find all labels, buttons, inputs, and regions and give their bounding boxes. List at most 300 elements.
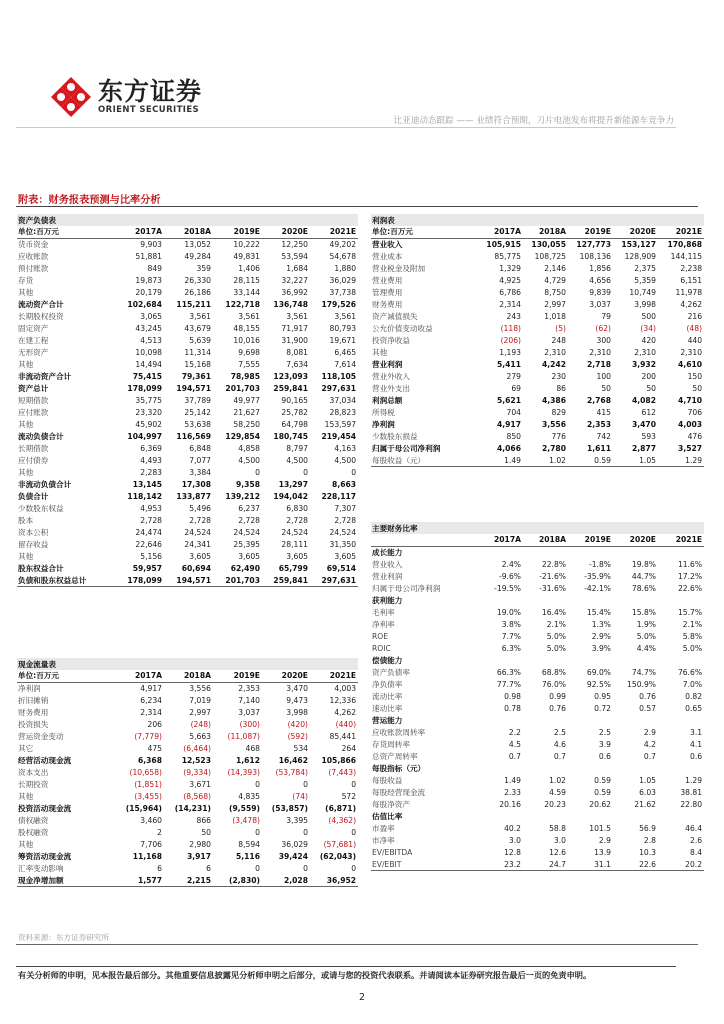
- table-row: [371, 630, 704, 642]
- cell-value: 37,034: [329, 395, 357, 405]
- row-label: 管理费用: [372, 287, 403, 297]
- appendix-title: 附表：财务报表预测与比率分析: [18, 195, 161, 206]
- cell-value: 43,679: [184, 323, 211, 333]
- cell-value: 38.81: [680, 788, 703, 798]
- cell-value: 15.8%: [631, 607, 656, 617]
- cash-flow-table: [17, 658, 358, 887]
- cell-value: 4,500: [286, 456, 308, 466]
- cell-value: [613, 546, 658, 558]
- cell-value: (11,087): [227, 731, 260, 741]
- cell-value: 297,631: [321, 383, 357, 393]
- row-label: 长期借款: [18, 444, 49, 454]
- cell-value: 17.2%: [677, 571, 703, 581]
- row-label: 总资产周转率: [372, 752, 418, 762]
- cell-value: 849: [147, 263, 162, 273]
- cell-value: 2,215: [164, 875, 213, 887]
- cell-value: 593: [641, 432, 656, 442]
- cell-value: 0.99: [549, 691, 566, 701]
- cell-value: 0: [351, 468, 357, 478]
- cell-value: 85,441: [329, 731, 357, 741]
- cell-value: 4.2: [643, 740, 656, 750]
- table-row: [17, 730, 358, 742]
- cell-value: 50: [201, 827, 211, 837]
- cell-value: 128,909: [624, 251, 656, 261]
- cell-value: 0.76: [549, 703, 566, 713]
- cell-value: 4.5: [508, 740, 521, 750]
- cell-value: 1,018: [544, 311, 566, 321]
- row-label: 应付债券: [18, 456, 49, 466]
- cell-value: 0.76: [639, 691, 656, 701]
- cell-value: 43,245: [135, 323, 162, 333]
- unit-label: 单位:百万元: [371, 226, 477, 238]
- year-header: 2019E: [568, 534, 613, 546]
- cell-value: 77.7%: [496, 679, 521, 689]
- cell-value: 201,703: [213, 575, 262, 587]
- cell-value: -42.1%: [584, 583, 611, 593]
- cell-value: 39,424: [278, 852, 308, 862]
- cell-value: 2.2: [508, 728, 521, 738]
- cell-value: [477, 763, 523, 775]
- row-label: 其他: [18, 839, 34, 849]
- cell-value: 5.0%: [546, 643, 566, 653]
- cell-value: 1,612: [235, 755, 260, 765]
- row-label: 非流动资产合计: [18, 371, 72, 381]
- cell-value: 22.8%: [541, 559, 566, 569]
- cell-value: (48): [686, 323, 703, 333]
- cell-value: 4.59: [549, 788, 566, 798]
- table-row: [371, 739, 704, 751]
- table-row: [371, 455, 704, 467]
- cell-value: 4,917: [140, 683, 162, 693]
- table-row: [17, 358, 358, 370]
- table-row: [371, 642, 704, 654]
- cell-value: 3,605: [238, 552, 260, 562]
- row-label: 预付账款: [18, 263, 49, 273]
- cell-value: 0: [303, 864, 308, 874]
- cell-value: 22.6%: [677, 583, 703, 593]
- cell-value: (248): [190, 719, 211, 729]
- table-row: [371, 702, 704, 714]
- cell-value: 4,500: [238, 456, 260, 466]
- cell-value: 25,395: [233, 540, 260, 550]
- row-label: 营业收入: [372, 239, 403, 249]
- cell-value: 2,314: [140, 707, 162, 717]
- cell-value: -1.8%: [588, 559, 611, 569]
- row-label: 公允价值变动收益: [372, 323, 433, 333]
- cell-value: 4,066: [496, 444, 521, 454]
- cell-value: 59,957: [132, 564, 162, 574]
- cell-value: 2,780: [541, 444, 566, 454]
- cell-value: 37,738: [329, 287, 357, 297]
- cell-value: 7,077: [189, 456, 211, 466]
- table-title-row: [371, 214, 704, 226]
- cell-value: 127,773: [576, 239, 611, 249]
- cell-value: 10,016: [233, 335, 260, 345]
- cell-value: 0: [255, 468, 260, 478]
- cell-value: 297,631: [310, 575, 358, 587]
- cell-value: 4,082: [631, 395, 656, 405]
- row-label: 营业外支出: [372, 383, 410, 393]
- cell-value: 5,496: [189, 504, 211, 514]
- cell-value: 133,877: [176, 492, 211, 502]
- year-header: 2017A: [477, 226, 523, 238]
- cell-value: 36,029: [281, 839, 308, 849]
- row-label: 资产减值损失: [372, 311, 418, 321]
- cell-value: (1,851): [134, 779, 162, 789]
- cell-value: (7,779): [134, 731, 162, 741]
- cell-value: (9,334): [183, 767, 211, 777]
- cell-value: 2: [157, 827, 162, 837]
- table-header-row: [371, 226, 704, 238]
- cell-value: 54,678: [329, 251, 357, 261]
- row-label: 营运资金变动: [18, 731, 64, 741]
- row-label: 营业收入: [372, 559, 403, 569]
- cell-value: 78.6%: [631, 583, 656, 593]
- cell-value: 7,614: [334, 359, 357, 369]
- table-row: [17, 310, 358, 322]
- cell-value: 2,877: [631, 444, 656, 454]
- cell-value: 68.8%: [541, 667, 566, 677]
- table-row: [17, 407, 358, 419]
- cell-value: 5,663: [189, 731, 211, 741]
- cell-value: 4,493: [140, 456, 162, 466]
- cell-value: 1,406: [238, 263, 260, 273]
- row-label: 利润总额: [372, 395, 403, 405]
- cell-value: 24,341: [184, 540, 211, 550]
- cell-value: 2,728: [140, 516, 162, 526]
- cell-value: 0: [351, 779, 357, 789]
- cell-value: 300: [596, 335, 611, 345]
- cell-value: 4.4%: [636, 643, 656, 653]
- cell-value: 612: [641, 408, 656, 418]
- table-row: [371, 443, 704, 455]
- row-label: 营业费用: [372, 275, 403, 285]
- cell-value: 12.8: [504, 848, 521, 858]
- cell-value: 19,671: [329, 335, 357, 345]
- cell-value: 2,768: [586, 395, 611, 405]
- cell-value: 33,144: [233, 287, 260, 297]
- cell-value: 12,336: [329, 695, 357, 705]
- cell-value: 3,605: [286, 552, 308, 562]
- cell-value: 79,361: [181, 371, 211, 381]
- cell-value: 243: [506, 311, 521, 321]
- table-row: [17, 322, 358, 334]
- table-row: [17, 298, 358, 310]
- cell-value: 0.59: [568, 455, 613, 467]
- table-row: [371, 787, 704, 799]
- table-row: [17, 382, 358, 394]
- table-row: [17, 515, 358, 527]
- cell-value: (3,478): [232, 815, 260, 825]
- cell-value: 9,358: [235, 480, 260, 490]
- cell-value: 4,262: [680, 299, 703, 309]
- footer-divider: [16, 966, 676, 967]
- cell-value: 153,597: [324, 420, 357, 430]
- table-row: [371, 298, 704, 310]
- cell-value: 3,561: [238, 311, 260, 321]
- cell-value: [477, 594, 523, 606]
- cell-value: 37,789: [184, 395, 211, 405]
- cell-value: 3,605: [334, 552, 357, 562]
- cell-value: (7,443): [328, 767, 357, 777]
- cell-value: -9.6%: [498, 571, 521, 581]
- table-row: [371, 823, 704, 835]
- cell-value: 58.8: [549, 824, 566, 834]
- cell-value: (2,830): [213, 875, 262, 887]
- cell-value: 65,799: [278, 564, 308, 574]
- table-row: [371, 322, 704, 334]
- cell-value: 3,671: [189, 779, 211, 789]
- cell-value: 7,140: [238, 695, 260, 705]
- cell-value: 51,881: [135, 251, 162, 261]
- cell-value: (8,568): [183, 791, 211, 801]
- cell-value: 49,202: [329, 239, 357, 249]
- cell-value: 0.6: [598, 752, 611, 762]
- row-label: 长期股权投资: [18, 311, 64, 321]
- cell-value: 12.6: [549, 848, 566, 858]
- cell-value: 5,156: [140, 552, 162, 562]
- cell-value: 116,569: [176, 432, 211, 442]
- cell-value: 742: [596, 432, 611, 442]
- cell-value: 0.7: [643, 752, 656, 762]
- table-row: [371, 558, 704, 570]
- row-label: 流动资产合计: [18, 299, 64, 309]
- cell-value: 0: [303, 468, 308, 478]
- cell-value: 4,835: [238, 791, 260, 801]
- cell-value: 7.0%: [682, 679, 703, 689]
- cell-value: (14,231): [174, 803, 211, 813]
- cell-value: 850: [506, 432, 521, 442]
- cell-value: 2,718: [586, 359, 611, 369]
- cell-value: 5.0%: [682, 643, 703, 653]
- cell-value: 5.8%: [682, 631, 703, 641]
- cell-value: 16,462: [278, 755, 308, 765]
- cell-value: 3,037: [238, 707, 260, 717]
- cell-value: 66.3%: [496, 667, 521, 677]
- cell-value: (118): [500, 323, 521, 333]
- cell-value: 153,127: [621, 239, 656, 249]
- table-row: [17, 238, 358, 250]
- cell-value: 6,369: [140, 444, 162, 454]
- cell-value: 45,902: [135, 420, 162, 430]
- row-label: 其他: [18, 287, 34, 297]
- table-row: [371, 419, 704, 431]
- cell-value: 1.29: [685, 776, 703, 786]
- row-label: 营业外收入: [372, 371, 410, 381]
- cell-value: 6,368: [137, 755, 162, 765]
- page-number: 2: [358, 992, 366, 1003]
- cell-value: 118,142: [127, 492, 162, 502]
- cell-value: 2.9: [643, 728, 656, 738]
- table-row: [371, 250, 704, 262]
- cell-value: 6,234: [140, 695, 162, 705]
- year-header: 2017A: [477, 534, 523, 546]
- cell-value: 0: [351, 864, 357, 874]
- cell-value: 1,684: [286, 263, 308, 273]
- table-row: [371, 763, 704, 775]
- table-row: [371, 654, 704, 666]
- cell-value: 36,029: [329, 275, 357, 285]
- cell-value: 17,308: [181, 480, 211, 490]
- cell-value: (6,464): [183, 743, 211, 753]
- year-header: 2020E: [262, 670, 310, 682]
- cell-value: 194,571: [176, 383, 211, 393]
- cell-value: 3.9%: [591, 643, 611, 653]
- row-label: 资本支出: [18, 767, 49, 777]
- row-label: 汇率变动影响: [18, 864, 64, 874]
- cell-value: 20,179: [135, 287, 162, 297]
- cell-value: 36,992: [281, 287, 308, 297]
- row-label: 其他: [18, 468, 34, 478]
- cell-value: [477, 811, 523, 823]
- cell-value: 26,186: [184, 287, 211, 297]
- cell-value: 102,684: [127, 299, 162, 309]
- table-row: [17, 706, 358, 718]
- cell-value: 4,729: [544, 275, 566, 285]
- table-row: [17, 826, 358, 838]
- table-row: [17, 479, 358, 491]
- cell-value: 79: [601, 311, 611, 321]
- cell-value: 219,454: [321, 432, 357, 442]
- table-row: [371, 407, 704, 419]
- cell-value: [613, 654, 658, 666]
- row-label: 少数股东权益: [18, 504, 64, 514]
- cell-value: 144,115: [670, 251, 703, 261]
- cell-value: [523, 763, 568, 775]
- row-label: 营业利润: [372, 571, 403, 581]
- cell-value: 2,353: [586, 420, 611, 430]
- row-label: 成长能力: [372, 547, 403, 557]
- cell-value: [477, 715, 523, 727]
- data-source: 资料来源：东方证券研究所: [18, 933, 110, 942]
- cell-value: 23,320: [135, 408, 162, 418]
- cell-value: 15.4%: [586, 607, 611, 617]
- table-row: [371, 618, 704, 630]
- year-header: 2020E: [613, 534, 658, 546]
- cell-value: 25,142: [184, 408, 211, 418]
- year-header: 2021E: [658, 534, 704, 546]
- table-row: [371, 346, 704, 358]
- cell-value: 71,917: [281, 323, 308, 333]
- cell-value: 19,873: [135, 275, 162, 285]
- cell-value: 14,494: [135, 359, 162, 369]
- cell-value: 4,917: [496, 420, 521, 430]
- cell-value: 1,611: [586, 444, 611, 454]
- table-title: 主要财务比率: [371, 522, 704, 534]
- cell-value: 1,329: [499, 263, 521, 273]
- cell-value: 4,003: [334, 683, 357, 693]
- row-label: 现金净增加额: [17, 875, 115, 887]
- cell-value: 80,793: [329, 323, 357, 333]
- cell-value: 5,621: [496, 395, 521, 405]
- cell-value: 13.9: [594, 848, 611, 858]
- cell-value: 2,238: [680, 263, 703, 273]
- row-label: EV/EBITDA: [372, 848, 413, 858]
- cell-value: [658, 546, 704, 558]
- cell-value: 7,019: [189, 695, 211, 705]
- cell-value: 259,841: [262, 575, 310, 587]
- table-row: [17, 419, 358, 431]
- table-row: [17, 334, 358, 346]
- cell-value: 101.5: [589, 824, 611, 834]
- table-row: [371, 678, 704, 690]
- table-row: [17, 790, 358, 802]
- cell-value: 7.7%: [501, 631, 521, 641]
- cell-value: 706: [687, 408, 703, 418]
- table-title: 资产负债表: [17, 214, 358, 226]
- cell-value: (592): [287, 731, 308, 741]
- table-row: [17, 863, 358, 875]
- row-label: 流动负债合计: [18, 432, 64, 442]
- table-row: [17, 394, 358, 406]
- cell-value: 40.2: [504, 824, 521, 834]
- cell-value: 4,925: [499, 275, 521, 285]
- row-label: 估值比率: [372, 812, 403, 822]
- cell-value: 704: [506, 408, 521, 418]
- cell-value: 1.3%: [591, 619, 611, 629]
- cell-value: 8.4: [689, 848, 703, 858]
- cell-value: [523, 715, 568, 727]
- table-title-row: [17, 658, 358, 670]
- cell-value: 108,136: [579, 251, 611, 261]
- cell-value: [568, 594, 613, 606]
- cell-value: 36,952: [310, 875, 358, 887]
- table-row: [17, 346, 358, 358]
- table-row: [371, 811, 704, 823]
- row-label: 少数股东损益: [372, 432, 418, 442]
- cell-value: 0.82: [685, 691, 703, 701]
- cell-value: 122,718: [225, 299, 260, 309]
- cell-value: 178,099: [127, 383, 162, 393]
- table-row: [17, 563, 358, 575]
- cell-value: [523, 594, 568, 606]
- cell-value: 28,823: [329, 408, 357, 418]
- cell-value: 230: [551, 371, 566, 381]
- table-row: [371, 859, 704, 871]
- cell-value: 4,163: [334, 444, 357, 454]
- cell-value: 3,527: [678, 444, 703, 454]
- running-head: 比亚迪动态跟踪 —— 业绩符合预期，刀片电池发布将提升新能源车竞争力: [393, 116, 674, 126]
- cell-value: 866: [196, 815, 211, 825]
- cell-value: 2.9%: [591, 631, 611, 641]
- table-row: [17, 694, 358, 706]
- cell-value: 49,977: [233, 395, 260, 405]
- cell-value: 10,222: [233, 239, 260, 249]
- table-row: [17, 754, 358, 766]
- cell-value: 35,775: [135, 395, 162, 405]
- table-row: [371, 431, 704, 443]
- cell-value: 6,465: [334, 347, 357, 357]
- cell-value: 13,145: [132, 480, 162, 490]
- cell-value: 3,065: [140, 311, 162, 321]
- table-row: [17, 262, 358, 274]
- cell-value: 6,830: [286, 504, 308, 514]
- cell-value: 4,610: [678, 359, 703, 369]
- cell-value: 8,797: [286, 444, 308, 454]
- table-row: [17, 551, 358, 563]
- cell-value: 104,997: [127, 432, 162, 442]
- row-label: ROE: [372, 631, 389, 641]
- cell-value: [658, 594, 704, 606]
- cell-value: -35.9%: [584, 571, 611, 581]
- row-label: 每股净资产: [372, 800, 410, 810]
- cell-value: [613, 715, 658, 727]
- cell-value: (34): [640, 323, 656, 333]
- cell-value: 49,831: [233, 251, 260, 261]
- row-label: 速动比率: [372, 703, 403, 713]
- cell-value: 7,634: [286, 359, 308, 369]
- cell-value: 11,978: [675, 287, 703, 297]
